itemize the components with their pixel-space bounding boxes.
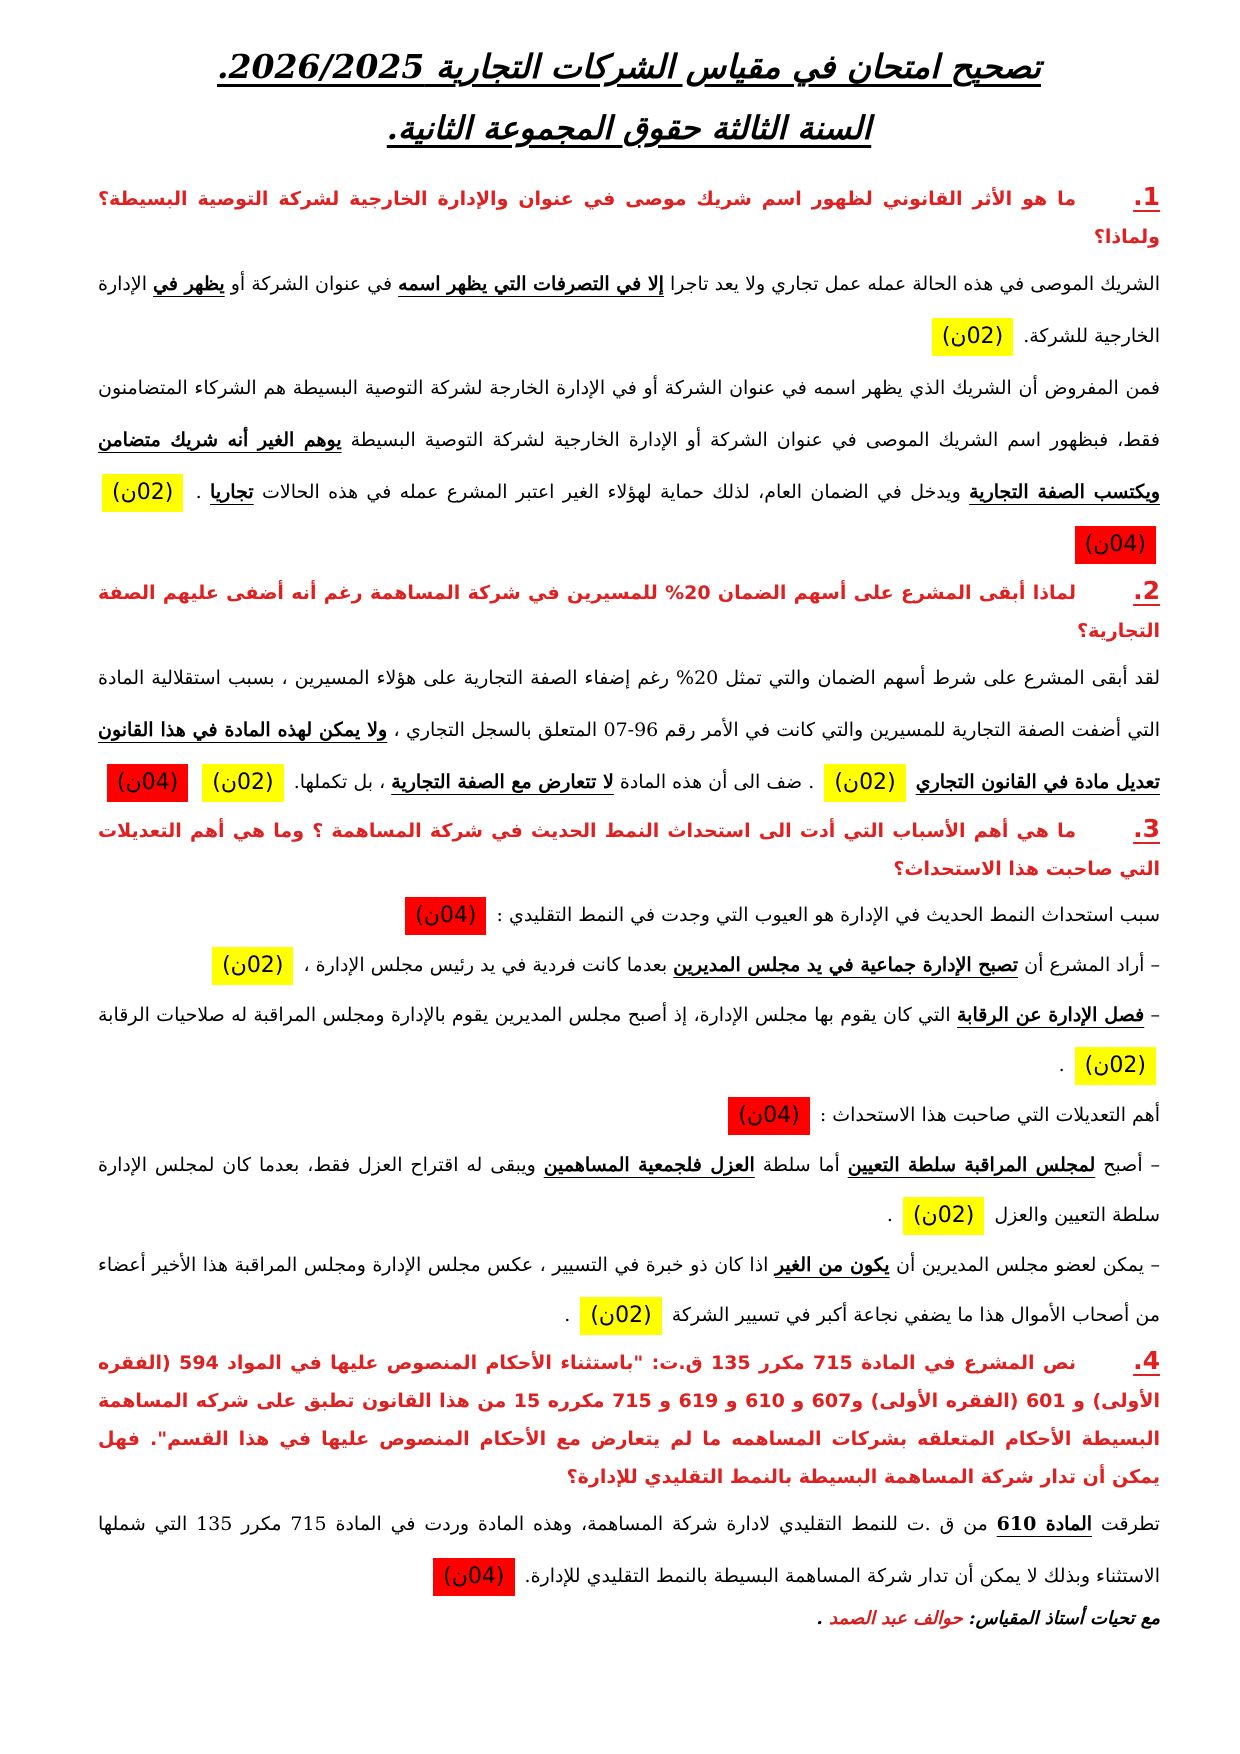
question-3 (98, 810, 1160, 888)
question-number: 1. (1133, 182, 1160, 211)
total-mark: (04ن) (728, 1097, 809, 1135)
score-mark: (02ن) (824, 764, 905, 802)
question-text: ما هو الأثر القانوني لظهور اسم شريك موصى في عنوان والإدارة الخارجية لشركة التوصية البسيطة؟ ولماذا؟ (98, 188, 1160, 248)
total-mark: (04ن) (107, 764, 188, 802)
score-mark: (02ن) (580, 1297, 661, 1335)
score-mark: (02ن) (212, 947, 293, 985)
question-text: نص المشرع في المادة 715 مكرر 135 ق.ت: "باستثناء الأحكام المنصوص عليها في المواد 594 (الفقره الأولى) و 601 (الفقره الأولى) و607 و 610 و 619 و 715 مكرره 15 من هذا القانون تطبق على شركه المساهمة البسيطة الأحكام المتعلقه بشركات المساهمه ما لم يتعارض مع الأحكام المنصوص عليها في هذا القسم". فهل يمكن أن تدار شركة المساهمة البسيطة بالنمط التقليدي للإدارة؟ (98, 1352, 1160, 1488)
answer-3-cause-2: – فصل الإدارة عن الرقابة التي كان يقوم بها مجلس الإدارة، إذ أصبح مجلس المديرين يقوم بالإدارة ومجلس المراقبة له صلاحيات الرقابة (02ن) . (98, 990, 1160, 1090)
question-number: 2. (1133, 576, 1161, 605)
score-mark: (02ن) (102, 474, 183, 512)
page-title: تصحيح امتحان في مقياس الشركات التجارية 2026/2025. (217, 47, 1041, 86)
answer-3-change-1: – أصبح لمجلس المراقبة سلطة التعيين أما سلطة العزل فلجمعية المساهمين ويبقى له اقتراح العزل فقط، بعدما كان لمجلس الإدارة سلطة التعيين والعزل (02ن) . (98, 1140, 1160, 1240)
answer-1-part-2: فمن المفروض أن الشريك الذي يظهر اسمه في عنوان الشركة أو في الإدارة الخارجة لشركة التوصية البسيطة هم الشركاء المتضامنون فقط، فبظهور اسم الشريك الموصى في عنوان الشركة أو الإدارة الخارجية لشركة التوصية البسيطة يوهم الغير أنه شريك متضامن ويكتسب الصفة التجارية ويدخل في الضمان العام، لذلك حماية لهؤلاء الغير اعتبر المشرع عمله في هذه الحالات تجاريا . (02ن) (04ن) (98, 362, 1160, 570)
question-4 (98, 1342, 1160, 1496)
question-1 (98, 178, 1160, 256)
score-mark: (02ن) (1075, 1047, 1156, 1085)
total-mark: (04ن) (405, 897, 486, 935)
question-number: 3. (1133, 814, 1160, 843)
score-mark: (02ن) (202, 764, 283, 802)
total-mark: (04ن) (1075, 526, 1156, 564)
signature-prefix: مع تحيات أستاذ المقياس: (968, 1608, 1160, 1629)
answer-3-change-2: – يمكن لعضو مجلس المديرين أن يكون من الغير اذا كان ذو خبرة في التسيير ، عكس مجلس الإدارة ومجلس المراقبة هذا الأخير أعضاء من أصحاب الأموال هذا ما يضفي نجاعة أكبر في تسيير الشركة (02ن) . (98, 1240, 1160, 1340)
total-mark: (04ن) (433, 1558, 514, 1596)
teacher-name: حوالف عبد الصمد (829, 1608, 963, 1629)
answer-3-cause-1: – أراد المشرع أن تصبح الإدارة جماعية في يد مجلس المديرين بعدما كانت فردية في يد رئيس مجلس الإدارة ، (02ن) (98, 940, 1160, 990)
answer-3-changes-intro: أهم التعديلات التي صاحبت هذا الاستحداث : (04ن) (98, 1090, 1160, 1140)
question-number: 4. (1133, 1346, 1160, 1375)
page-subtitle: السنة الثالثة حقوق المجموعة الثانية. (386, 109, 872, 147)
answer-1-part-1: الشريك الموصى في هذه الحالة عمله عمل تجاري ولا يعد تاجرا إلا في التصرفات التي يظهر اسمه في عنوان الشركة أو يظهر في الإدارة الخارجية للشركة. (02ن) (98, 258, 1160, 362)
question-text: ما هي أهم الأسباب التي أدت الى استحداث النمط الحديث في شركة المساهمة ؟ وما هي أهم التعديلات التي صاحبت هذا الاستحداث؟ (98, 820, 1160, 880)
answer-2: لقد أبقى المشرع على شرط أسهم الضمان والتي تمثل 20% رغم إضفاء الصفة التجارية على هؤلاء المسيرين ، بسبب استقلالية المادة التي أضفت الصفة التجارية للمسيرين والتي كانت في الأمر رقم 96-07 المتعلق بالسجل التجاري ، ولا يمكن لهذه المادة في هذا القانون تعديل مادة في القانون التجاري (02ن) . ضف الى أن هذه المادة لا تتعارض مع الصفة التجارية ، بل تكملها. (02ن) (04ن) (98, 652, 1160, 808)
answer-4: تطرقت المادة 610 من ق .ت للنمط التقليدي لادارة شركة المساهمة، وهذه المادة وردت في المادة 715 مكرر 135 التي شملها الاستثناء وبذلك لا يمكن أن تدار شركة المساهمة البسيطة بالنمط التقليدي للإدارة. (04ن) (98, 1498, 1160, 1602)
answer-3-causes-intro: سبب استحداث النمط الحديث في الإدارة هو العيوب التي وجدت في النمط التقليدي : (04ن) (98, 890, 1160, 940)
question-text: لماذا أبقى المشرع على أسهم الضمان 20% للمسيرين في شركة المساهمة رغم أنه أضفى عليهم الصفة التجارية؟ (98, 582, 1160, 642)
score-mark: (02ن) (932, 318, 1013, 356)
question-2 (98, 572, 1160, 650)
teacher-signature: مع تحيات أستاذ المقياس: حوالف عبد الصمد . (816, 1608, 1160, 1629)
score-mark: (02ن) (903, 1197, 984, 1235)
